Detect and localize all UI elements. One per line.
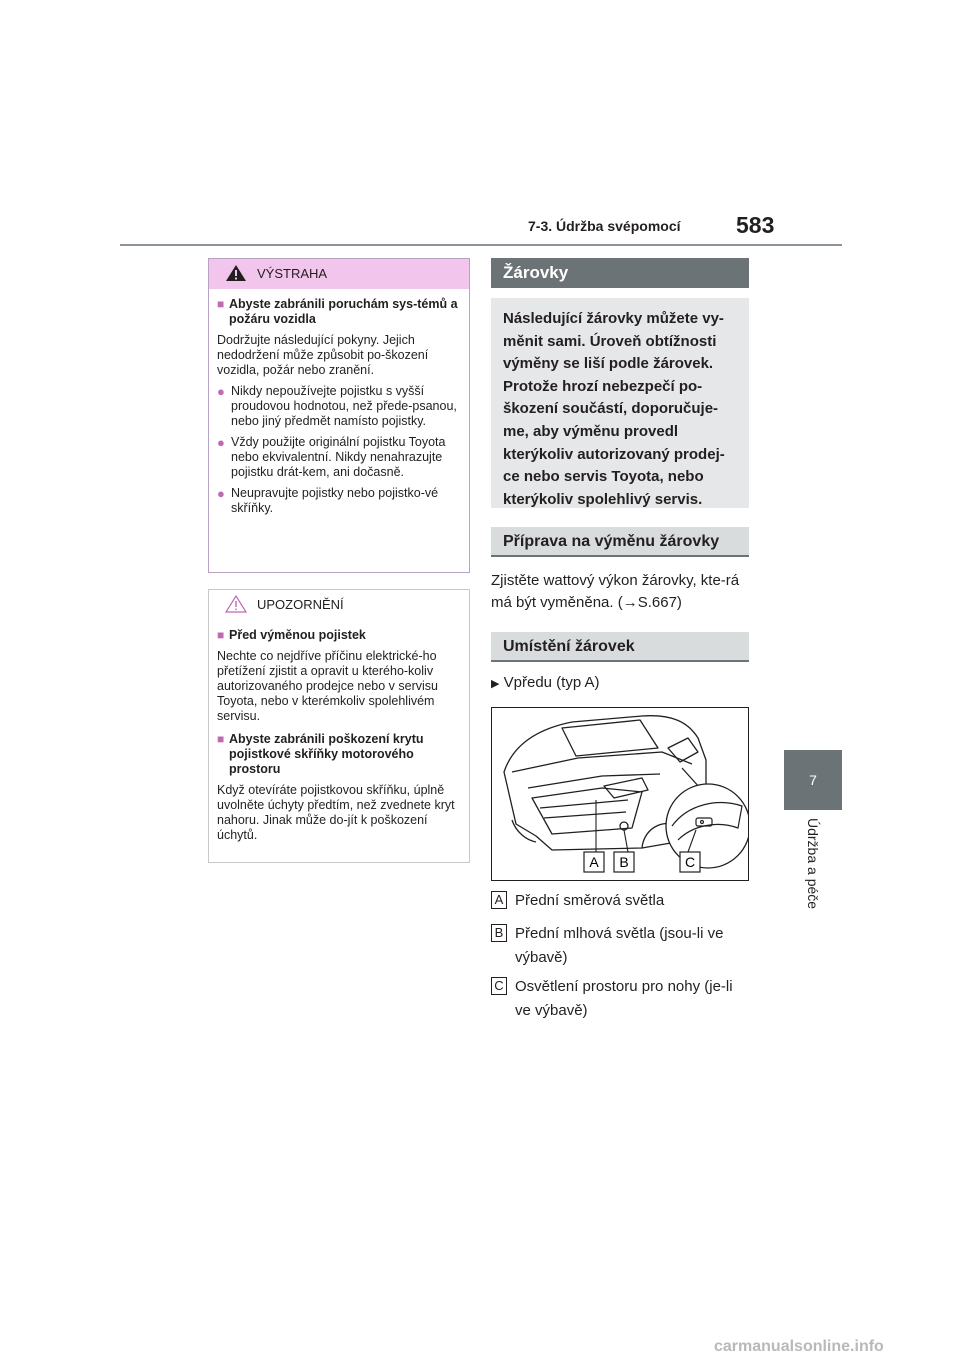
- notice-header: [209, 590, 469, 620]
- warning-item: ● Vždy použijte originální pojistku Toyota nebo ekvivalentní. Nikdy nenahrazujte pojistku drát-kem, ani dočasně.: [217, 435, 446, 479]
- legend-text: Osvětlení prostoru pro nohy (je-li ve výbavě): [515, 978, 733, 1019]
- page-number: 583: [736, 212, 775, 238]
- watermark: carmanualsonline.info: [714, 1338, 884, 1355]
- legend-text: Přední mlhová světla (jsou-li ve výbavě): [515, 925, 724, 966]
- warning-item: ● Nikdy nepoužívejte pojistku s vyšší proudovou hodnotou, než přede-psanou, nebo jiný předmět namísto pojistky.: [217, 384, 457, 428]
- label-b: B: [619, 854, 629, 870]
- chapter-label: Údržba a péče: [805, 818, 821, 910]
- car-front-illustration: [492, 708, 748, 880]
- notice-box: [208, 589, 470, 863]
- warning-title: VÝSTRAHA: [257, 266, 328, 281]
- section-title: 7-3. Údržba svépomocí: [528, 218, 681, 234]
- notice-title: UPOZORNĚNÍ: [257, 597, 344, 612]
- legend-text: Přední směrová světla: [515, 892, 665, 909]
- chapter-tab: 7: [784, 750, 842, 810]
- label-a: A: [589, 854, 599, 870]
- circle-bullet-icon: ●: [217, 435, 225, 450]
- circle-bullet-icon: ●: [217, 384, 225, 399]
- bulb-location-illustration: [491, 707, 749, 881]
- legend-key: C: [491, 977, 507, 995]
- notice-text: Nechte co nejdříve příčinu elektrické-ho přetížení zjistit a opravit u kterého-koliv autorizovaného prodejce nebo v servisu Toyota, nebo v kterémkoliv spolehlivém servisu.: [217, 649, 438, 723]
- location-heading: Umístění žárovek: [491, 632, 749, 662]
- legend-item: [491, 975, 749, 1023]
- warning-icon: [225, 264, 247, 282]
- warning-intro: Dodržujte následující pokyny. Jejich nedodržení může způsobit po-škození vozidla, požár nebo zranění.: [217, 333, 429, 377]
- caution-icon: [225, 595, 247, 613]
- legend-item: [491, 922, 749, 970]
- front-label: ▶ Vpředu (typ A): [491, 674, 600, 691]
- header-divider: [120, 244, 842, 246]
- square-bullet-icon: ■: [217, 732, 225, 746]
- notice-heading: ■ Abyste zabránili poškození krytu pojistkové skříňky motorového prostoru: [217, 732, 424, 776]
- warning-heading: ■ Abyste zabránili poruchám sys-témů a požáru vozidla: [217, 297, 458, 326]
- legend-item: [491, 889, 749, 913]
- circle-bullet-icon: ●: [217, 486, 225, 501]
- warning-header: [209, 259, 469, 289]
- label-c: C: [684, 854, 696, 870]
- warning-item: ● Neupravujte pojistky nebo pojistko-vé skříňky.: [217, 486, 439, 515]
- main-title: Žárovky: [491, 258, 749, 288]
- intro-box: Následující žárovky můžete vy-měnit sami. Úroveň obtížnosti výměny se liší podle žárovek. Protože hrozí nebezpečí po-škození součástí, doporučuje-me, aby výměnu provedl kterýkoliv autorizovaný prodej-ce nebo servis Toyota, nebo kterýkoliv spolehlivý servis.: [491, 298, 749, 508]
- prep-heading: Příprava na výměnu žárovky: [491, 527, 749, 557]
- legend-key: A: [491, 891, 507, 909]
- prep-text: Zjistěte wattový výkon žárovky, kte-rá má být vyměněna. (→S.667): [491, 572, 740, 611]
- notice-text: Když otevíráte pojistkovou skříňku, úplně uvolněte úchyty předtím, než zvednete kryt nahoru. Jinak může do-jít k poškození úchytů.: [217, 783, 455, 842]
- triangle-bullet-icon: ▶: [491, 678, 500, 690]
- warning-box: [208, 258, 470, 573]
- square-bullet-icon: ■: [217, 297, 225, 311]
- legend-key: B: [491, 924, 507, 942]
- notice-heading: ■ Před výměnou pojistek: [217, 628, 366, 642]
- square-bullet-icon: ■: [217, 628, 225, 642]
